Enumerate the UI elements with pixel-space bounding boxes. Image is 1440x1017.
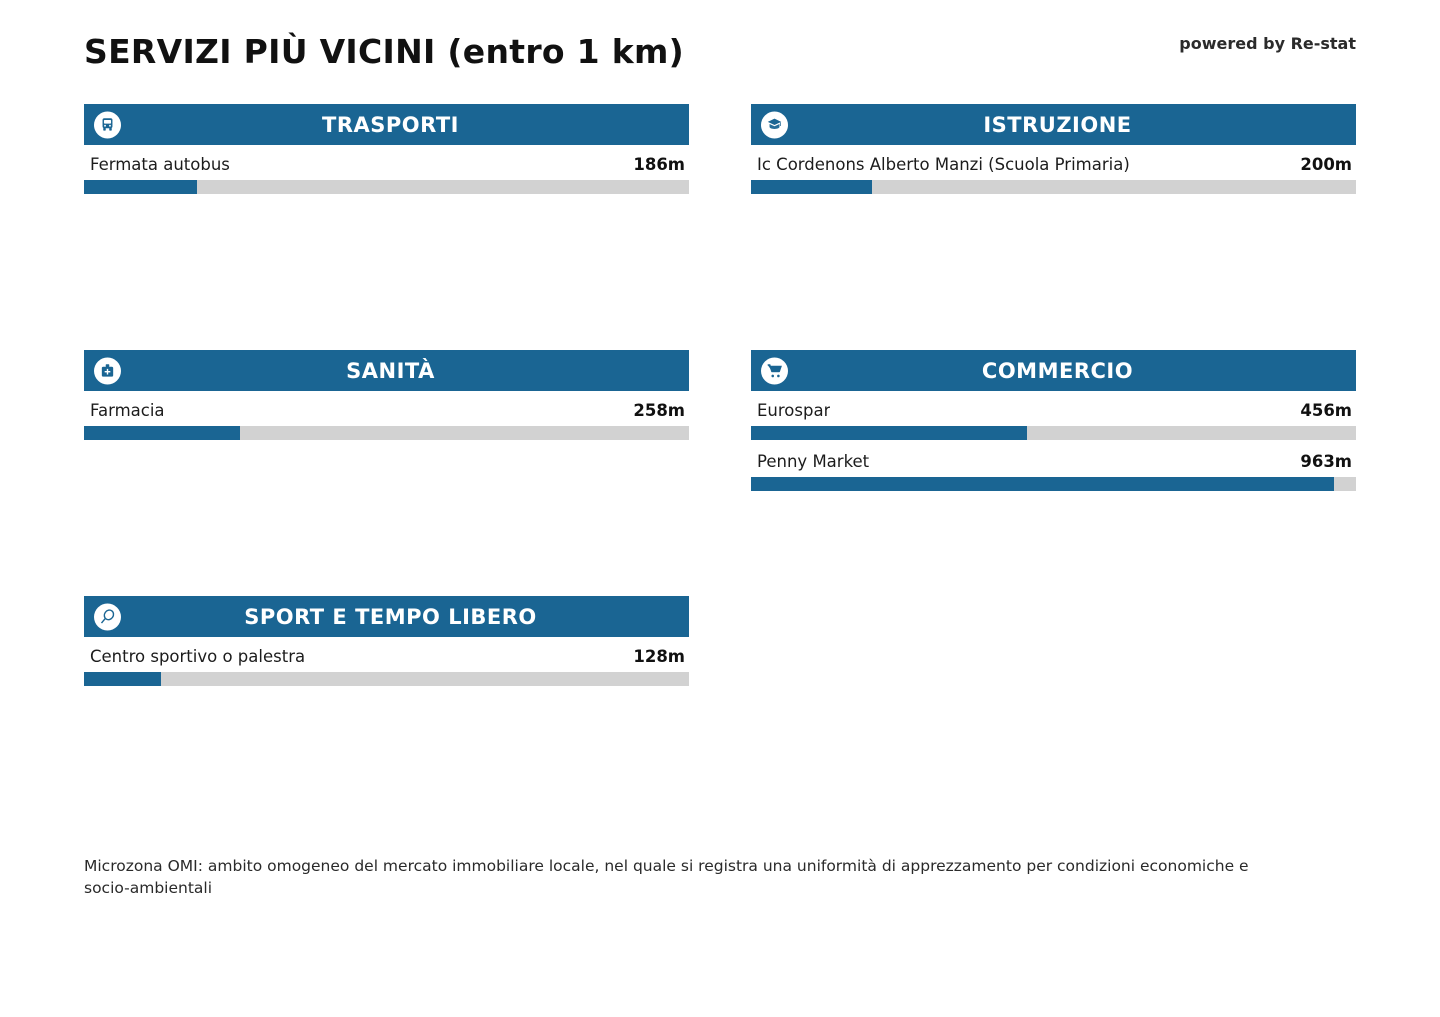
category-header-commercio	[751, 350, 1356, 391]
service-item-row	[751, 401, 1356, 420]
service-item	[84, 647, 689, 686]
bus-icon	[94, 111, 121, 138]
distance-bar-track	[84, 180, 689, 194]
category-header-istruzione	[751, 104, 1356, 145]
distance-bar-fill	[751, 180, 872, 194]
service-item-distance: 186m	[633, 155, 685, 174]
service-item	[751, 452, 1356, 491]
category-items	[84, 391, 689, 440]
category-items	[84, 637, 689, 686]
service-item-label: Farmacia	[90, 401, 165, 420]
graduate-icon	[761, 111, 788, 138]
category-title: COMMERCIO	[981, 358, 1134, 383]
category-title: ISTRUZIONE	[983, 112, 1132, 137]
service-item	[84, 155, 689, 194]
distance-bar-fill	[84, 180, 197, 194]
category-card-commercio	[751, 350, 1356, 491]
category-header-sanita	[84, 350, 689, 391]
tennis-racket-icon	[94, 603, 121, 630]
service-item-label: Eurospar	[757, 401, 831, 420]
category-card-trasporti	[84, 104, 689, 194]
footnote: Microzona OMI: ambito omogeneo del mercato immobiliare locale, nel quale si registra una uniformità di apprezzamento per condizioni economiche e socio-ambientali	[84, 857, 1249, 898]
shopping-cart-icon	[761, 357, 788, 384]
category-card-sport	[84, 596, 689, 686]
hospital-icon	[94, 357, 121, 384]
category-items	[751, 391, 1356, 491]
service-item-row	[84, 647, 689, 666]
distance-bar-fill	[84, 426, 240, 440]
service-item-label: Ic Cordenons Alberto Manzi (Scuola Primaria)	[757, 155, 1130, 174]
category-header-trasporti	[84, 104, 689, 145]
distance-bar-fill	[84, 672, 161, 686]
service-item-distance: 258m	[633, 401, 685, 420]
service-item-label: Penny Market	[757, 452, 870, 471]
service-item	[84, 401, 689, 440]
powered-by-label: powered by Re-stat	[1179, 34, 1356, 53]
page-title: SERVIZI PIÙ VICINI (entro 1 km)	[84, 32, 685, 71]
service-item	[751, 401, 1356, 440]
category-items	[751, 145, 1356, 194]
service-item-row	[751, 155, 1356, 174]
category-card-istruzione	[751, 104, 1356, 194]
service-item-row	[84, 155, 689, 174]
category-card-sanita	[84, 350, 689, 440]
distance-bar-track	[751, 426, 1356, 440]
page-header	[0, 18, 1440, 78]
category-title: TRASPORTI	[322, 112, 459, 137]
service-item-distance: 456m	[1300, 401, 1352, 420]
distance-bar-track	[84, 672, 689, 686]
category-header-sport	[84, 596, 689, 637]
category-title: SPORT E TEMPO LIBERO	[244, 604, 537, 629]
distance-bar-track	[84, 426, 689, 440]
service-item-distance: 963m	[1300, 452, 1352, 471]
service-item-row	[84, 401, 689, 420]
service-item-row	[751, 452, 1356, 471]
service-item-distance: 128m	[633, 647, 685, 666]
service-item-label: Fermata autobus	[90, 155, 230, 174]
distance-bar-fill	[751, 426, 1027, 440]
service-item	[751, 155, 1356, 194]
category-title: SANITÀ	[346, 358, 435, 383]
service-item-distance: 200m	[1300, 155, 1352, 174]
service-item-label: Centro sportivo o palestra	[90, 647, 306, 666]
category-items	[84, 145, 689, 194]
distance-bar-track	[751, 180, 1356, 194]
distance-bar-fill	[751, 477, 1334, 491]
distance-bar-track	[751, 477, 1356, 491]
